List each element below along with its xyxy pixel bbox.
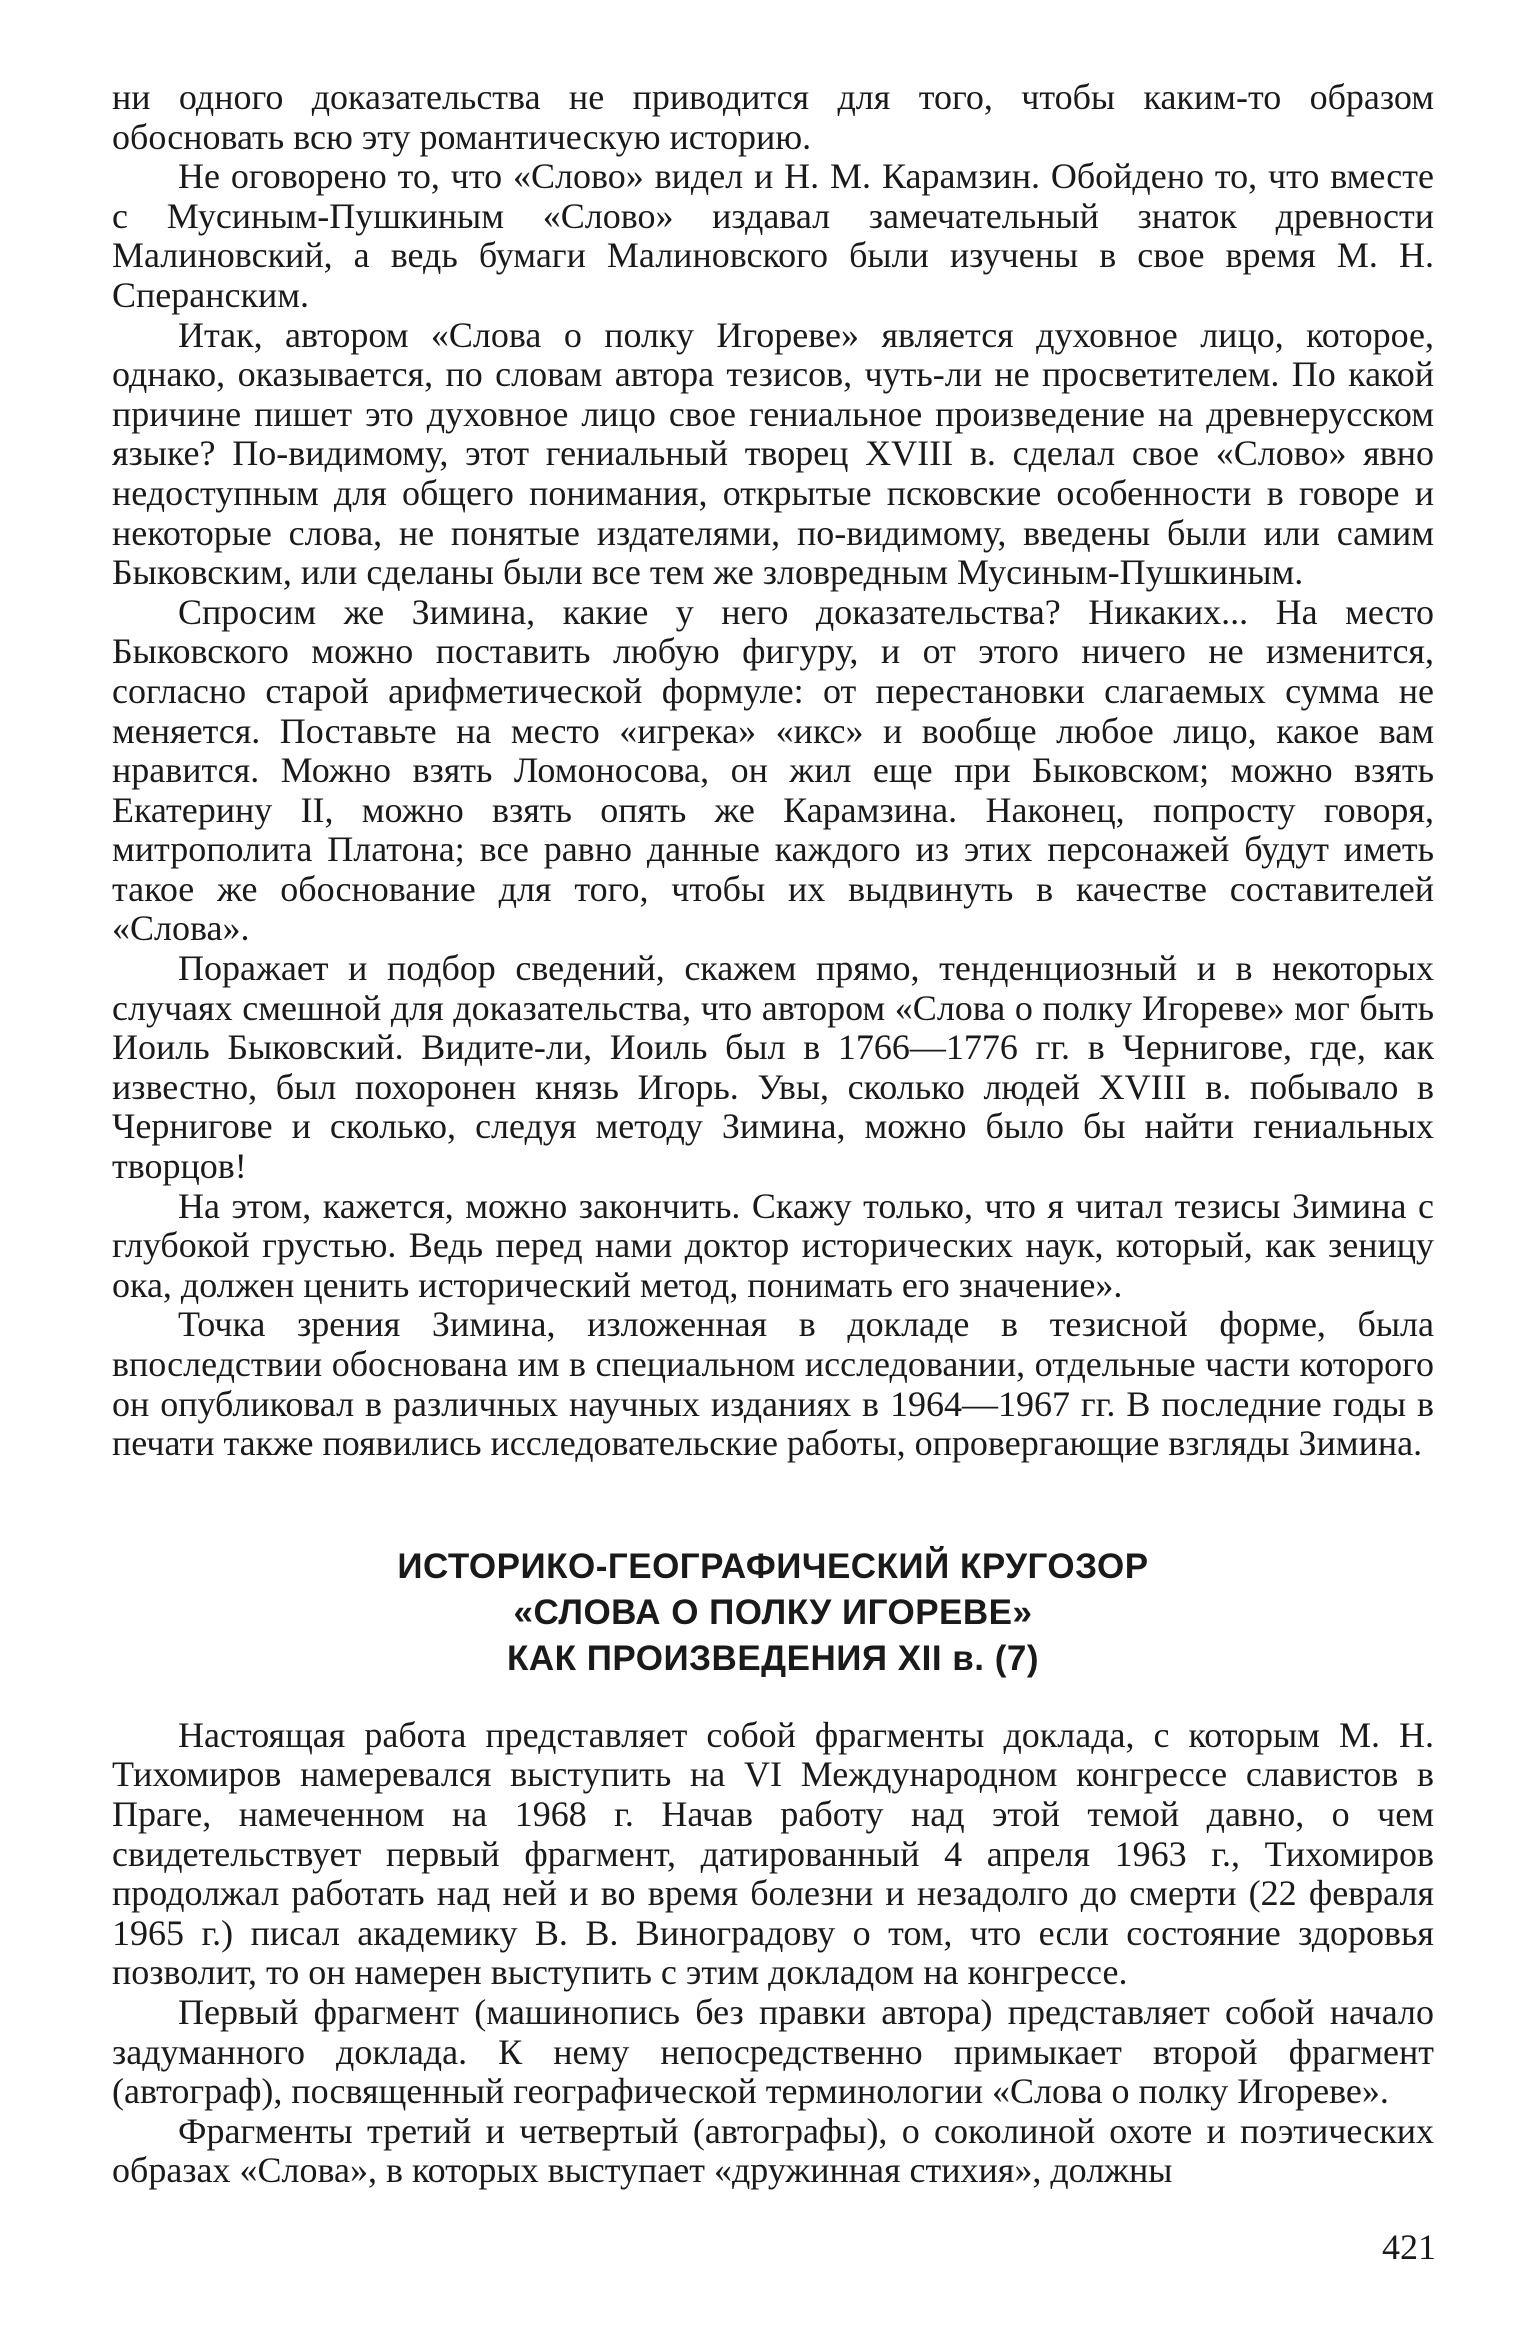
heading-line-3: КАК ПРОИЗВЕДЕНИЯ XII в. (7): [506, 1638, 1040, 1678]
paragraph-conclusion: На этом, кажется, можно закончить. Скажу только, что я читал тезисы Зимина с глубокой грустью. Ведь перед нами доктор исторических наук, который, как зеницу ока, должен ценить исторический метод, понимать его значение».: [112, 1185, 1434, 1305]
paragraph-author-cleric: Итак, автором «Слова о полку Игореве» является духовное лицо, которое, однако, оказывается, по словам автора тезисов, чуть-ли не просветителем. По какой причине пишет это духовное лицо свое гениальное произведение на древнерусском языке? По-видимому, этот гениальный творец XVIII в. сделал свое «Слово» явно недоступным для общего понимания, открытые псковские особенности в говоре и некоторые слова, не понятые издателями, по-видимому, введены были или самим Быковским, или сделаны были все тем же зловредным Мусиным-Пушкиным.: [112, 314, 1434, 593]
section-heading: [112, 1544, 1434, 1682]
paragraph-first-fragment: Первый фрагмент (машинопись без правки автора) представляет собой начало задуманного доклада. К нему непосредственно примыкает второй фрагмент (автограф), посвященный географической терминологии «Слова о полку Игореве».: [112, 1991, 1434, 2112]
heading-line-2: «СЛОВА О ПОЛКУ ИГОРЕВЕ»: [513, 1592, 1033, 1632]
paragraph-continuation: ни одного доказательства не приводится для того, чтобы каким-то образом обосновать всю эту романтическую историю.: [112, 77, 1434, 157]
page-body: [112, 78, 1434, 2191]
page-number: 421: [1382, 2227, 1436, 2267]
paragraph-zimin-view: Точка зрения Зимина, изложенная в докладе в тезисной форме, была впоследствии обоснована им в специальном исследовании, отдельные части которого он опубликовал в различных научных изданиях в 1964—1967 гг. В последние годы в печати также появились исследовательские работы, опровергающие взгляды Зимина.: [112, 1304, 1434, 1464]
paragraph-karamzin: Не оговорено то, что «Слово» видел и Н. М. Карамзин. Обойдено то, что вместе с Мусиным-Пушкиным «Слово» издавал замечательный знаток древности Малиновский, а ведь бумаги Малиновского были изучены в свое время М. Н. Сперанским.: [112, 156, 1434, 315]
paragraph-selection: Поражает и подбор сведений, скажем прямо, тенденциозный и в некоторых случаях смешной для доказательства, что автором «Слова о полку Игореве» мог быть Иоиль Быковский. Видите-ли, Иоиль был в 1766—1776 гг. в Чернигове, где, как известно, был похоронен князь Игорь. Увы, сколько людей XVIII в. побывало в Чернигове и сколько, следуя методу Зимина, можно было бы найти гениальных творцов!: [112, 948, 1434, 1187]
paragraph-third-fourth-fragments: Фрагменты третий и четвертый (автографы), о соколиной охоте и поэтических образах «Слова», в которых выступает «дружинная стихия», должны: [112, 2110, 1434, 2191]
paragraph-evidence: Спросим же Зимина, какие у него доказательства? Никаких... На место Быковского можно поставить любую фигуру, и от этого ничего не изменится, согласно старой арифметической формуле: от перестановки слагаемых сумма не меняется. Поставьте на место «игрека» «икс» и вообще любое лицо, какое вам нравится. Можно взять Ломоносова, он жил еще при Быковском; можно взять Екатерину II, можно взять опять же Карамзина. Наконец, попросту говоря, митрополита Платона; все равно данные каждого из этих персонажей будут иметь такое же обоснование для того, чтобы их выдвинуть в качестве составителей «Слова».: [112, 591, 1434, 949]
paragraph-intro: Настоящая работа представляет собой фрагменты доклада, с которым М. Н. Тихомиров намеревался выступить на VI Международном конгрессе славистов в Праге, намеченном на 1968 г. Начав работу над этой темой давно, о чем свидетельствует первый фрагмент, датированный 4 апреля 1963 г., Тихомиров продолжал работать над ней и во время болезни и незадолго до смерти (22 февраля 1965 г.) писал академику В. В. Виноградову о том, что если состояние здоровья позволит, то он намерен выступить с этим докладом на конгрессе.: [112, 1714, 1434, 1993]
heading-line-1: ИСТОРИКО-ГЕОГРАФИЧЕСКИЙ КРУГОЗОР: [397, 1546, 1149, 1586]
